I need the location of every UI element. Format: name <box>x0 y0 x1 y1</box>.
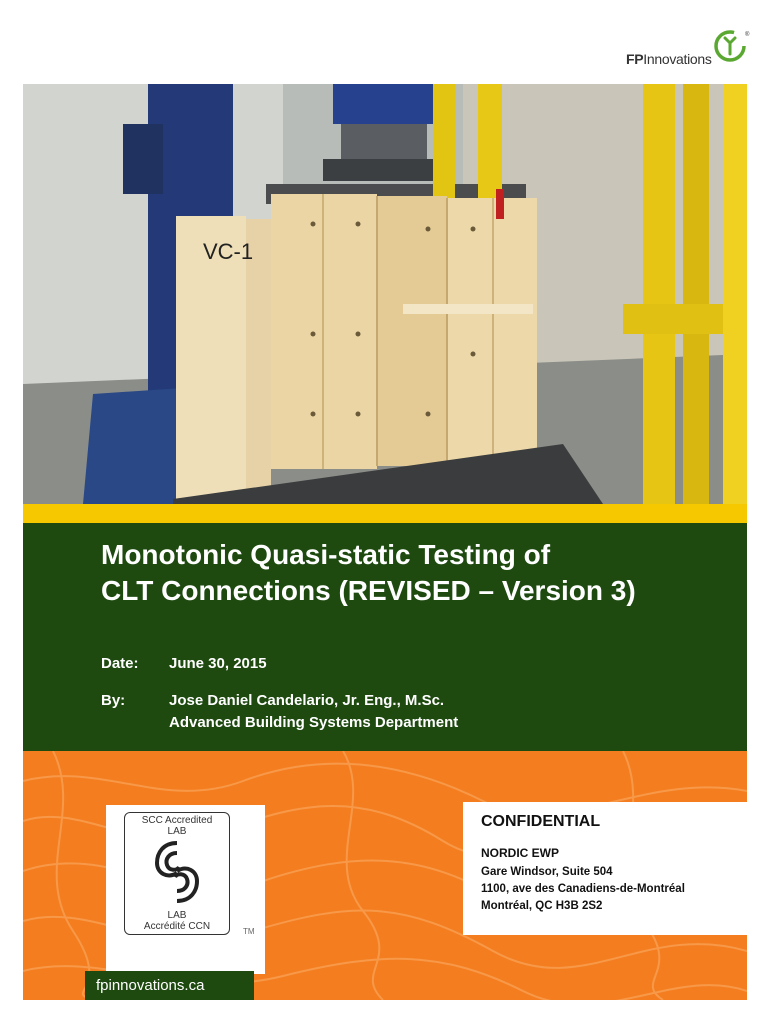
confidential-box <box>463 802 747 935</box>
fpinnovations-logo <box>606 26 756 72</box>
logo-wordmark: FPInnovations <box>626 51 712 67</box>
title-panel <box>23 523 747 751</box>
info-panel <box>23 751 747 1000</box>
specimen-label: VC-1 <box>203 239 254 264</box>
trademark-mark: TM <box>243 927 255 936</box>
report-title: Monotonic Quasi-static Testing of CLT Connections (REVISED – Version 3) <box>101 539 636 606</box>
cert-top-text: SCC Accredited LAB <box>141 815 213 837</box>
website-badge[interactable] <box>85 971 254 1000</box>
cover-photo <box>23 84 747 504</box>
test-rig-illustration <box>23 84 747 504</box>
address-line-1: Gare Windsor, Suite 504 <box>481 866 613 878</box>
scc-swirl-icon <box>153 839 201 905</box>
date-value: June 30, 2015 <box>169 655 267 672</box>
leaf-icon <box>712 26 752 66</box>
cert-bottom-text: LAB Accrédité CCN <box>143 910 211 932</box>
address-line-2: 1100, ave des Canadiens-de-Montréal <box>481 883 685 895</box>
author-name: Jose Daniel Candelario, Jr. Eng., M.Sc. <box>169 692 445 709</box>
date-label: Date: <box>101 655 139 672</box>
svg-text:®: ® <box>745 32 750 38</box>
scc-accreditation-badge <box>106 805 265 974</box>
by-label: By: <box>101 692 126 709</box>
department-name: Advanced Building Systems Department <box>169 714 459 731</box>
client-name: NORDIC EWP <box>481 846 559 860</box>
website-link[interactable]: fpinnovations.ca <box>96 977 205 994</box>
yellow-accent-bar <box>23 504 747 523</box>
confidential-heading: CONFIDENTIAL <box>481 813 601 830</box>
address-line-3: Montréal, QC H3B 2S2 <box>481 900 603 912</box>
